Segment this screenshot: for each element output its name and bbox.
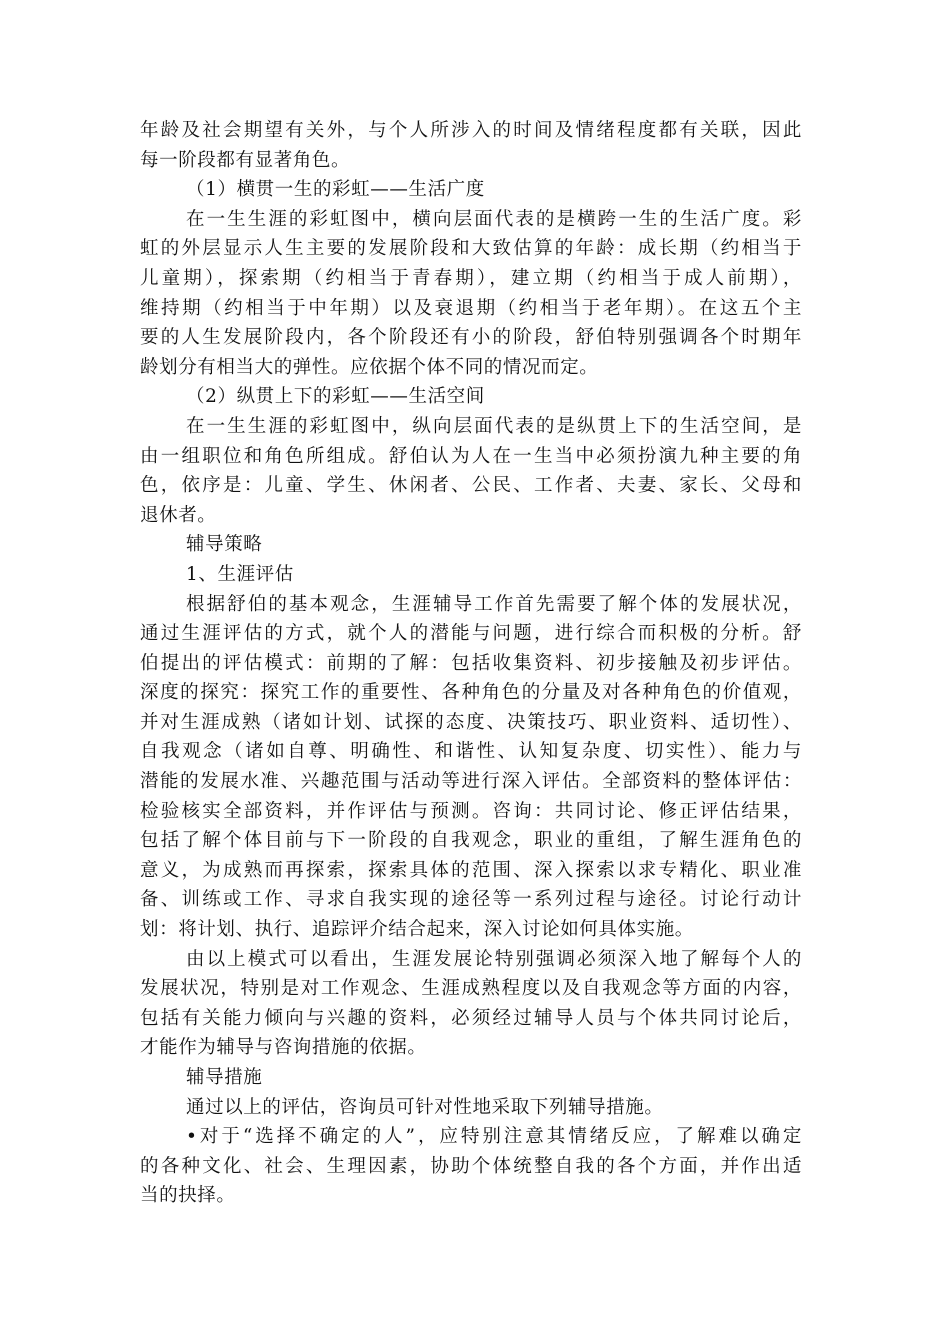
text-line: 每一阶段都有显著角色。 (140, 149, 351, 171)
text-line: 备、训练或工作、寻求自我实现的途径等一系列过程与途径。讨论行动计 (140, 889, 802, 911)
text-line: 儿童期），探索期（约相当于青春期），建立期（约相当于成人前期）， (140, 267, 802, 289)
text-line: 由一组职位和角色所组成。舒伯认为人在一生当中必须扮演九种主要的角 (140, 445, 802, 467)
text-line: （1）横贯一生的彩虹——生活广度 (186, 179, 485, 201)
text-line: 意义，为成熟而再探索，探索具体的范围、深入探索以求专精化、职业准 (140, 859, 802, 881)
paragraph (140, 1122, 814, 1211)
paragraph (140, 205, 814, 383)
text-line: 自我观念（诸如自尊、明确性、和谐性、认知复杂度、切实性）、能力与 (140, 741, 802, 763)
text-line: 年龄及社会期望有关外，与个人所涉入的时间及情绪程度都有关联，因此 (140, 120, 802, 141)
paragraph (140, 590, 814, 945)
text-line: 包括了解个体目前与下一阶段的自我观念，职业的重组，了解生涯角色的 (140, 830, 802, 852)
text-line: 通过以上的评估，咨询员可针对性地采取下列辅导措施。 (186, 1096, 664, 1118)
text-line: 潜能的发展水准、兴趣范围与活动等进行深入评估。全部资料的整体评估： (140, 771, 802, 793)
text-line: 并对生涯成熟（诸如计划、试探的态度、决策技巧、职业资料、适切性）、 (140, 711, 802, 733)
text-line: 色，依序是：儿童、学生、休闲者、公民、工作者、夫妻、家长、父母和 (140, 475, 802, 497)
text-line: 深度的探究：探究工作的重要性、各种角色的分量及对各种角色的价值观， (140, 682, 802, 704)
text-line: 辅导措施 (186, 1067, 263, 1088)
text-line: 退休者。 (140, 504, 217, 526)
text-line: 划：将计划、执行、追踪评介结合起来，深入讨论如何具体实施。 (140, 919, 694, 941)
text-line: 的各种文化、社会、生理因素，协助个体统整自我的各个方面，并作出适 (140, 1155, 802, 1177)
text-line: 检验核实全部资料，并作评估与预测。咨询：共同讨论、修正评估结果， (140, 800, 802, 822)
paragraph (140, 175, 814, 205)
paragraph (140, 530, 814, 560)
text-line: 才能作为辅导与咨询措施的依据。 (140, 1037, 427, 1059)
text-line: 通过生涯评估的方式，就个人的潜能与问题，进行综合而积极的分析。舒 (140, 623, 802, 645)
paragraph (140, 945, 814, 1063)
paragraph (140, 1063, 814, 1093)
text-line: 1、生涯评估 (186, 563, 294, 585)
text-line: （2）纵贯上下的彩虹——生活空间 (186, 386, 485, 408)
text-line: 发展状况，特别是对工作观念、生涯成熟程度以及自我观念等方面的内容， (140, 978, 802, 1000)
text-line: 伯提出的评估模式：前期的了解：包括收集资料、初步接触及初步评估。 (140, 652, 802, 674)
text-line: 当的抉择。 (140, 1185, 236, 1207)
document-body (140, 116, 814, 1211)
text-line: 虹的外层显示人生主要的发展阶段和大致估算的年龄：成长期（约相当于 (140, 238, 802, 260)
text-line: 在一生生涯的彩虹图中，横向层面代表的是横跨一生的生活广度。彩 (186, 208, 802, 230)
paragraph (140, 1093, 814, 1123)
text-line: 根据舒伯的基本观念，生涯辅导工作首先需要了解个体的发展状况， (186, 593, 802, 615)
paragraph (140, 412, 814, 530)
paragraph (140, 560, 814, 590)
text-line: 要的人生发展阶段内，各个阶段还有小的阶段，舒伯特别强调各个时期年 (140, 327, 802, 349)
text-line: 在一生生涯的彩虹图中，纵向层面代表的是纵贯上下的生活空间，是 (186, 415, 802, 437)
text-line: 包括有关能力倾向与兴趣的资料，必须经过辅导人员与个体共同讨论后， (140, 1007, 802, 1029)
paragraph (140, 116, 814, 175)
text-line: 由以上模式可以看出，生涯发展论特别强调必须深入地了解每个人的 (186, 948, 802, 970)
text-line: 辅导策略 (186, 534, 263, 556)
text-line: 维持期（约相当于中年期）以及衰退期（约相当于老年期）。在这五个主 (140, 297, 802, 319)
text-line: 龄划分有相当大的弹性。应依据个体不同的情况而定。 (140, 356, 599, 378)
text-line: •对于“选择不确定的人”，应特别注意其情绪反应，了解难以确定 (186, 1126, 802, 1148)
paragraph (140, 382, 814, 412)
